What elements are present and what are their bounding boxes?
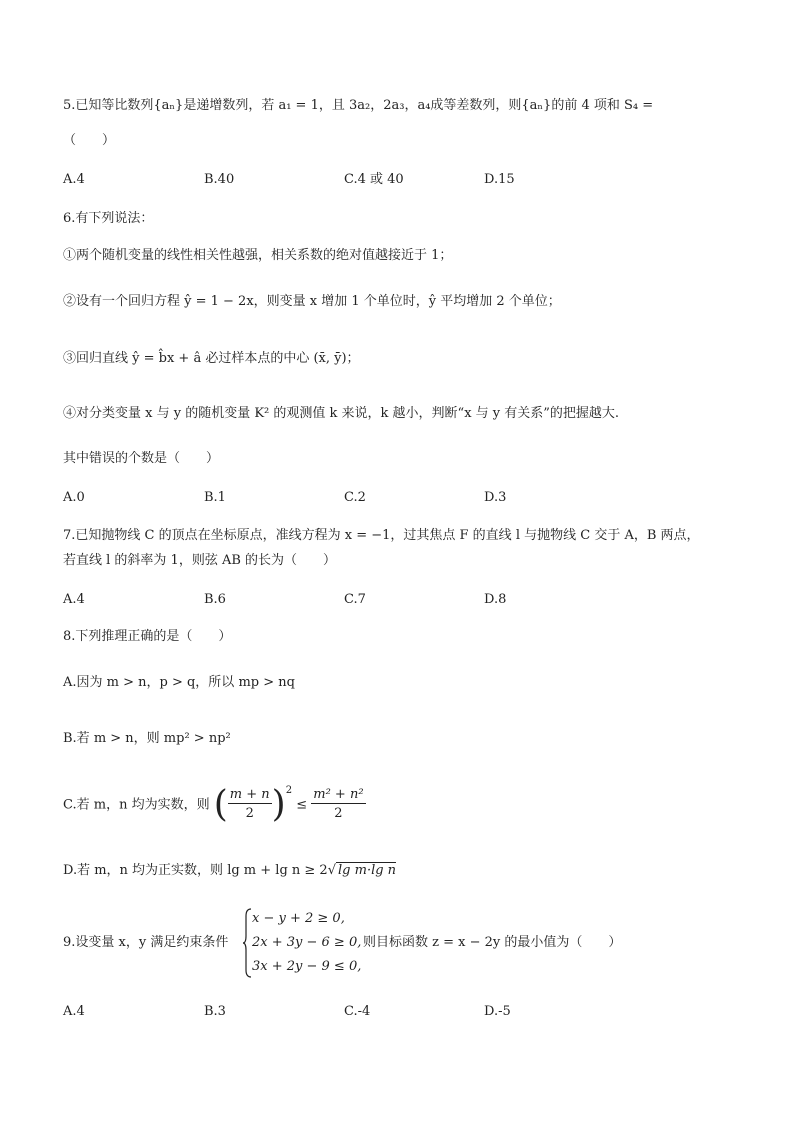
q5-stem: 5.已知等比数列{aₙ}是递增数列，若 a₁ = 1，且 3a₂，2a₃，a₄成等差数列，则{aₙ}的前 4 项和 S₄ = <box>63 98 654 113</box>
left-brace-icon <box>242 908 252 978</box>
q7-option-c: C.7 <box>344 592 366 607</box>
q9-option-c: C.-4 <box>344 1004 371 1019</box>
q8-option-d <box>63 861 396 881</box>
q7-option-a: A.4 <box>63 592 85 607</box>
right-paren: ) <box>271 783 286 825</box>
q6-option-a: A.0 <box>63 490 85 505</box>
q8-sqrt-radicand: lg m·lg n <box>338 863 397 878</box>
q9-suffix: 则目标函数 z = x − 2y 的最小值为（ ） <box>363 935 622 950</box>
q8-exponent: 2 <box>285 785 293 796</box>
q5-option-d: D.15 <box>484 172 515 187</box>
q5-option-b: B.40 <box>204 172 235 187</box>
q6-question: 其中错误的个数是（ ） <box>63 451 220 466</box>
q9-option-b: B.3 <box>204 1004 226 1019</box>
q6-statement-2: ②设有一个回归方程 ŷ = 1 − 2x，则变量 x 增加 1 个单位时，ŷ 平均增加 2 个单位； <box>63 294 561 309</box>
q5-answer-paren: （ ） <box>63 133 116 148</box>
q6-statement-3: ③回归直线 ŷ = b̂x + â 必过样本点的中心 (x̄, ȳ)； <box>63 351 360 366</box>
q9-option-d: D.-5 <box>484 1004 511 1019</box>
q6-stem: 6.有下列说法： <box>63 211 154 226</box>
q8-option-b: B.若 m > n，则 mp² > np² <box>63 731 231 746</box>
q6-statement-4: ④对分类变量 x 与 y 的随机变量 K² 的观测值 k 来说，k 越小，判断“x 与 y 有关系”的把握越大. <box>63 406 620 421</box>
left-paren: ( <box>213 783 228 825</box>
q8-stem: 8.下列推理正确的是（ ） <box>63 629 232 644</box>
q8-fraction-1-numerator: m + n <box>229 787 270 803</box>
q9-constraint-3: 3x + 2y − 9 ≤ 0, <box>252 959 362 974</box>
q8-fraction-1-denominator: 2 <box>245 806 254 822</box>
q6-option-b: B.1 <box>204 490 226 505</box>
q8-fraction-2-numerator: m² + n² <box>313 787 364 803</box>
q9-prefix: 9.设变量 x，y 满足约束条件 <box>63 935 229 950</box>
q8-le-sign: ≤ <box>296 797 308 813</box>
q6-option-c: C.2 <box>344 490 366 505</box>
q5-option-c: C.4 或 40 <box>344 172 404 187</box>
q9-constraint-2: 2x + 3y − 6 ≥ 0, <box>252 935 362 950</box>
q8-fraction-2 <box>311 787 365 822</box>
q8-option-c <box>63 781 366 825</box>
q8-option-a: A.因为 m > n，p > q，所以 mp > nq <box>63 675 295 690</box>
q8-option-d-prefix: D.若 m，n 均为正实数，则 lg m + lg n ≥ 2 <box>63 863 328 878</box>
q6-statement-1: ①两个随机变量的线性相关性越强，相关系数的绝对值越接近于 1； <box>63 248 453 263</box>
q9-constraint-1: x − y + 2 ≥ 0, <box>252 911 345 926</box>
q7-option-b: B.6 <box>204 592 226 607</box>
q8-option-c-prefix: C.若 m，n 均为实数，则 <box>63 797 210 813</box>
q9-option-a: A.4 <box>63 1004 85 1019</box>
q6-option-d: D.3 <box>484 490 507 505</box>
q8-fraction-2-denominator: 2 <box>334 806 343 822</box>
q8-fraction-1 <box>228 787 272 822</box>
sqrt-sign: √ <box>327 863 336 878</box>
q7-line-1: 7.已知抛物线 C 的顶点在坐标原点，准线方程为 x = −1，过其焦点 F 的直线 l 与抛物线 C 交于 A，B 两点， <box>63 528 700 543</box>
q7-line-2: 若直线 l 的斜率为 1，则弦 AB 的长为（ ） <box>63 553 337 568</box>
q5-option-a: A.4 <box>63 172 85 187</box>
q7-option-d: D.8 <box>484 592 507 607</box>
